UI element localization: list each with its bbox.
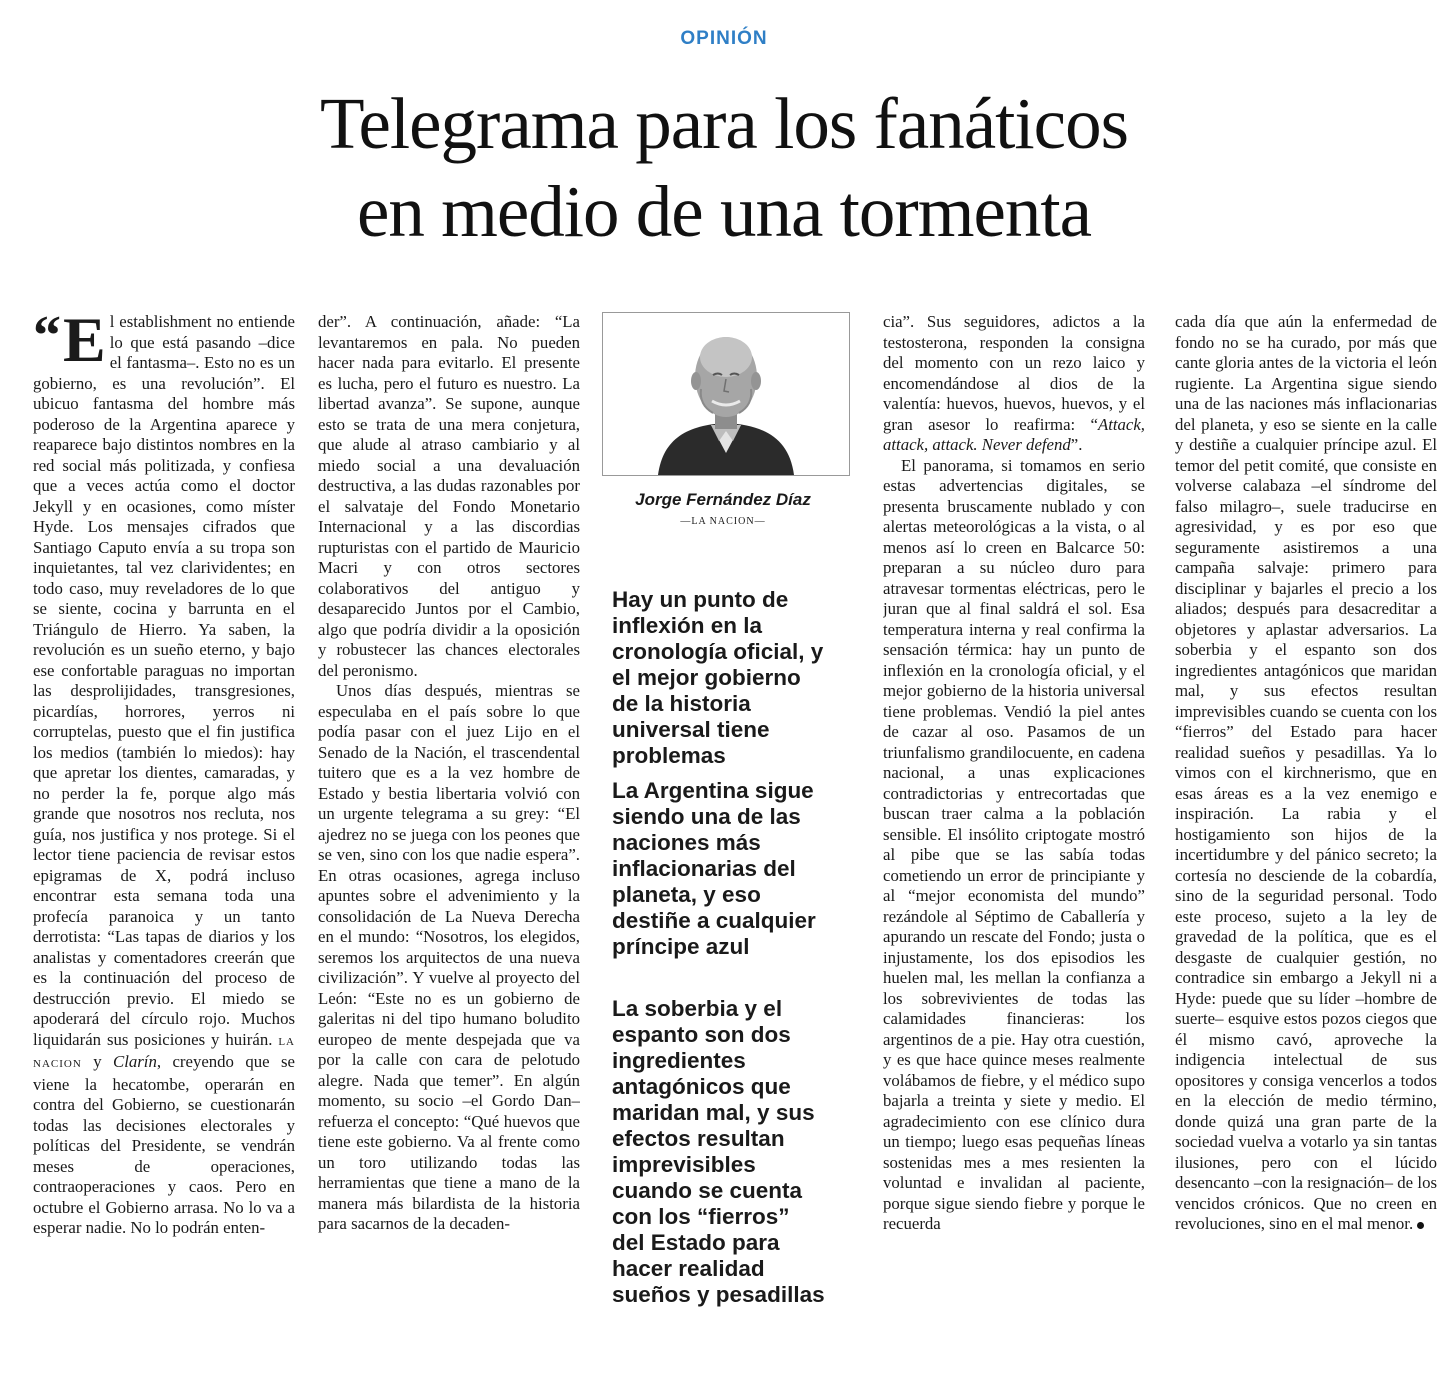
body-paragraph: [883, 312, 1145, 456]
body-paragraph: der”. A continuación, añade: “La levantaremos en pala. No pueden hacer nada para evitarlo. El presente es lucha, pero el futuro es nuestro. La libertad avanza”. Se supone, aunque esto se trata de una mera conjetura, que alude al atraso cambiario y al miedo social a una devaluación destructiva, a las dudas razonables por el salvataje del Fondo Monetario Internacional y a las discordias rupturistas con el partido de Mauricio Macri y con otros sectores colaborativos del antiguo y desaparecido Juntos por el Cambio, algo que podría dividir a la oposición y robustecer las chances electorales del peronismo.: [318, 312, 580, 680]
body-text: y: [81, 1052, 113, 1071]
section-label: OPINIÓN: [680, 28, 768, 49]
drop-cap-letter: E: [63, 312, 106, 375]
article-column-1: [33, 312, 295, 1362]
drop-cap-quote: “: [33, 312, 61, 367]
body-paragraph: [33, 312, 295, 1239]
headline: [120, 80, 1328, 256]
pull-quote: La Argentina sigue siendo una de las naciones más inflacionarias del planeta, y eso destiñe a cualquier príncipe azul: [612, 778, 816, 959]
body-text: ”.: [1070, 435, 1083, 454]
author-photo: [602, 312, 850, 476]
body-text: cada día que aún la enfermedad de fondo no se ha curado, por más que cante gloria antes de la victoria el león rugiente. La Argentina sigue siendo una de las naciones más inflacionarias del planeta, y eso se siente en la calle y destiñe a cualquier príncipe azul. El temor del petit comité, que consiste en volverse calabaza –el síndrome del falso milagro–, suele traducirse en agresividad, y es por eso que seguramente asistiremos a una campaña salvaje: primero para disciplinar y bajarles el precio a los aliados; después para desacreditar a objetores y aplastar adversarios. La soberbia y el espanto son dos ingredientes antagónicos que maridan mal, y sus efectos resultan imprevisibles cuando se cuenta con los “fierros” del Estado para hacer realidad sueños y pesadillas. Ya lo vimos con el kirchnerismo, que en esas áreas es a la vez enemigo e inspiración. La rabia y el hostigamiento son hijos de la incertidumbre y del pánico secreto; la cortesía no desciende de la cobardía, sino de la seguridad personal. Todo este proceso, sujeto a la ley de gravedad de la política, que es el desgaste de cualquier gestión, no contradice sin embargo a Jekyll ni a Hyde: puede que su líder –hombre de suerte– esquive estos pozos ciegos que él mismo cavó, aproveche la indigencia intelectual de sus opositores y consiga vencerlos a todos en la elección de medio término, donde quizá una gran parte de la sociedad vuelva a votarlo ya sin tantas ilusiones, pero con el lúcido desencanto –con la resignación– de los vencidos crónicos. Que no creen en revoluciones, sino en el mal menor.: [1175, 312, 1437, 1233]
article-column-2: [318, 312, 580, 1362]
pull-quote: La soberbia y el espanto son dos ingredientes antagónicos que maridan mal, y sus efectos resultan imprevisibles cuando se cuenta con los “fierros” del Estado para hacer realidad sueños y pesadillas: [612, 996, 825, 1307]
author-name: Jorge Fernández Díaz: [635, 490, 811, 509]
body-paragraph: El panorama, si tomamos en serio estas advertencias digitales, se presenta bruscamente nublado y con alertas meteorológicas a la vista, o al menos así lo creen en Balcarce 50: preparan a su núcleo duro para atravesar tormentas eléctricas, pero le juran que al final saldrá el sol. Esa temperatura interna y real confirma la sensación térmica: hay un punto de inflexión en la cronología oficial, y el mejor gobierno de la historia universal tiene problemas. Vendió la piel antes de cazar al oso. Pasamos de un triunfalismo grandilocuente, en cadena nacional, a unas explicaciones contradictorias y entrecortadas que buscan traer calma a la población sensible. El insólito criptogate mostró al pibe que se las sabía todas cometiendo un error de principiante y al “mejor economista del mundo” rezándole al Séptimo de Caballería y apurando un rescate del Fondo; justa o injustamente, los dos episodios les huelen mal, les mellan la confianza a los sobrevivientes de todas las calamidades financieras: los argentinos de a pie. Hay otra cuestión, y es que hace quince meses realmente volábamos de fiebre, y el médico supo bajarla a treinta y siete y medio. El agradecimiento con ese clínico dura un tiempo; luego esas pequeñas líneas sostenidas mes a mes resienten la voluntad e invalidan al paciente, porque sigue siendo fiebre y porque le recuerda: [883, 455, 1145, 1233]
drop-cap: [33, 312, 106, 375]
body-text: l establishment no entiende lo que está pasando –dice el fantasma–. Esto no es un gobierno, es una revolución”. El ubicuo fantasma del hombre más poderoso de la Argentina aparece y reaparece bajo distintos nombres en la red social más politizada, y confiesa que a veces actúa como el doctor Jekyll y en ocasiones, como míster Hyde. Los mensajes cifrados que Santiago Caputo envía a su tropa son inquietantes, tal vez clarividentes; en todo caso, muy reveladores de lo que se siente, cocina y barrunta en el Triángulo de Hierro. Ya saben, la revolución es un sueño eterno, y bajo ese confortable paraguas no importan las desprolijidades, transgresiones, picardías, horrores, yerros ni corruptelas, puesto que el fin justifica los medios (también lo miedos): hay que apretar los dientes, camaradas, y no perder la fe, porque algo más grande que nosotros nos recluta, nos guía, nos justifica y nos protege. Si el lector tiene paciencia de revisar estos epigramas de X, podrá incluso encontrar esta semana toda una profecía paranoica y un tanto derrotista: “Las tapas de diarios y los analistas y comentadores creerán que es la continuación del proceso de destrucción previo. El miedo se apoderará del círculo rojo. Muchos liquidarán sus posiciones y huirán.: [33, 312, 295, 1049]
article-column-4: [1175, 312, 1437, 1362]
body-text: cia”. Sus seguidores, adictos a la testosterona, responden la consigna del momento con un rezo laico y encomendándose al dios de la valentía: huevos, huevos, huevos, y el gran asesor lo reafirma: “: [883, 312, 1145, 434]
body-paragraph: [1175, 312, 1437, 1235]
author-portrait-icon: [603, 313, 849, 475]
body-text: , creyendo que se viene la hecatombe, operarán en contra del Gobierno, se cuestionarán todas las decisiones electorales y políticas del Presidente, se vendrán meses de operaciones, contraoperaciones y caos. Pero en octubre el Gobierno arrasa. No lo va a esperar nadie. No lo podrán enten-: [33, 1052, 295, 1237]
article-column-3: [883, 312, 1145, 1362]
author-affiliation: —LA NACION—: [680, 516, 766, 527]
center-column: [592, 312, 854, 1307]
quote-italic: Attack, attack, attack. Never defend: [883, 414, 1145, 454]
la-nacion-smallcaps: LA NACION: [33, 1035, 295, 1070]
headline-line-1: Telegrama para los fanáticos: [319, 83, 1128, 164]
end-mark-icon: [1417, 1222, 1424, 1229]
pull-quote: Hay un punto de inflexión en la cronología oficial, y el mejor gobierno de la historia universal tiene problemas: [612, 587, 824, 768]
headline-line-2: en medio de una tormenta: [356, 171, 1092, 252]
body-paragraph: Unos días después, mientras se especulaba en el país sobre lo que podía pasar con el juez Lijo en el Senado de la Nación, el trascendental tuitero que es a la vez hombre de Estado y bestia libertaria volvió con un urgente telegrama a su grey: “El ajedrez no se juega con los peones que se ven, sino con los que nadie espera”. En otras ocasiones, agrega incluso apuntes sobre el advenimiento y la consolidación de La Nueva Derecha en el mundo: “Nosotros, los elegidos, seremos los arquitectos de una nueva civilización”. Y vuelve al proyecto del León: “Este no es un gobierno de galeritas ni del tipo humano boludito europeo de mente despejada que va por la calle con cara de pelotudo alegre. Nada que temer”. En algún momento, su socio –el Gordo Dan– refuerza el concepto: “Qué huevos que tiene este gobierno. Va al frente como un toro utilizando todas las herramientas que tiene a mano de la manera más bilardista de la historia para sacarnos de la decaden-: [318, 681, 580, 1233]
clarin-italic: Clarín: [113, 1052, 157, 1071]
